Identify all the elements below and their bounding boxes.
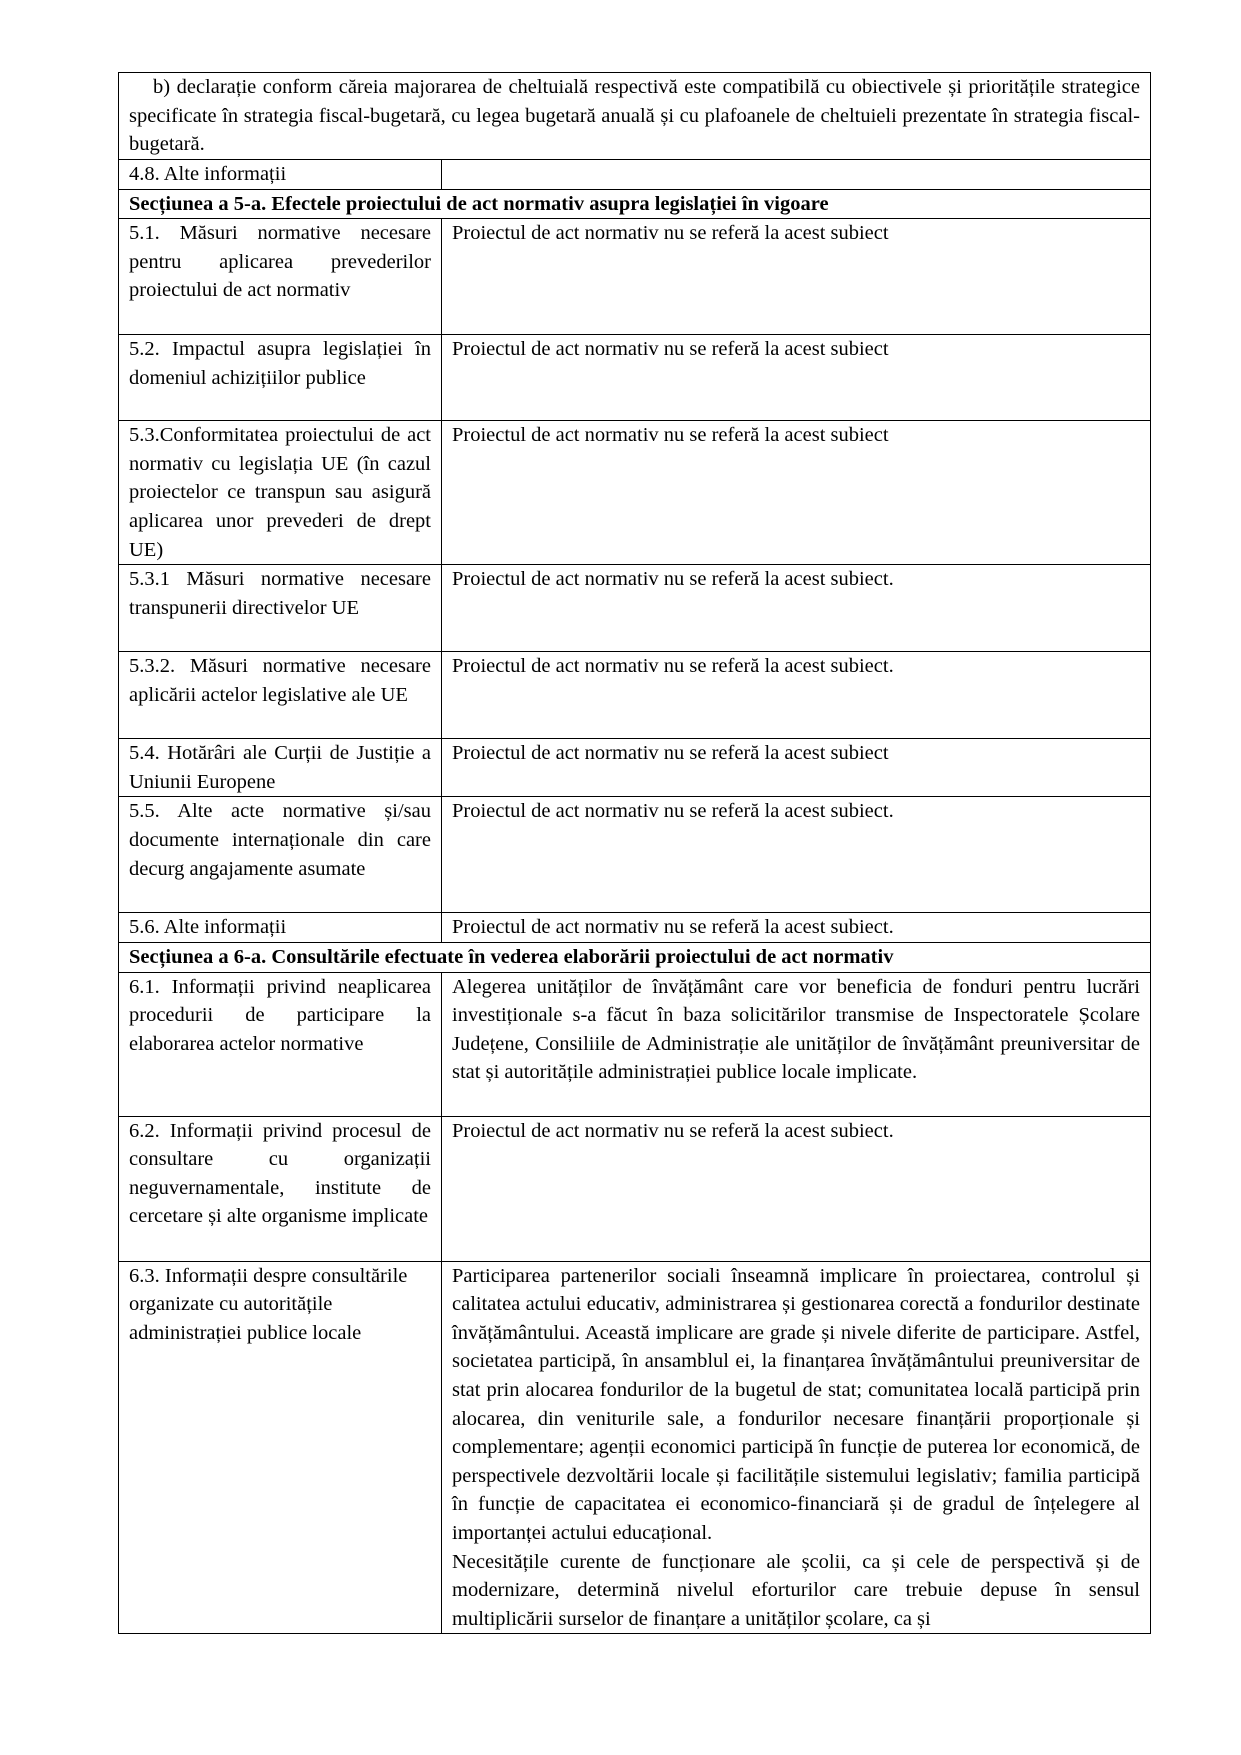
row-label: 4.8. Alte informații bbox=[119, 160, 442, 190]
section-6-header bbox=[119, 942, 1151, 972]
table-row-6-1 bbox=[119, 972, 1151, 1116]
section-5-header bbox=[119, 189, 1151, 219]
table-row-5-4 bbox=[119, 739, 1151, 797]
table-row-4-8 bbox=[119, 160, 1151, 190]
row-value: Proiectul de act normativ nu se referă la acest subiect bbox=[442, 421, 1151, 565]
row-label: 5.3.Conformitatea proiectului de act normativ cu legislația UE (în cazul proiectelor ce transpun sau asigură aplicarea unor prevederi de drept UE) bbox=[119, 421, 442, 565]
row-label: 5.3.1 Măsuri normative necesare transpunerii directivelor UE bbox=[119, 565, 442, 652]
table-row-5-3-1 bbox=[119, 565, 1151, 652]
intro-cell bbox=[119, 73, 1151, 160]
row-value: Proiectul de act normativ nu se referă la acest subiect bbox=[442, 739, 1151, 797]
row-value: Proiectul de act normativ nu se referă la acest subiect. bbox=[442, 913, 1151, 943]
row-label: 5.6. Alte informații bbox=[119, 913, 442, 943]
row-label: 6.1. Informații privind neaplicarea procedurii de participare la elaborarea actelor normative bbox=[119, 972, 442, 1116]
table-row-5-2 bbox=[119, 335, 1151, 421]
paragraph-2: Necesitățile curente de funcționare ale școlii, ca și cele de perspectivă și de modernizare, determină nivelul eforturilor care trebuie depuse în sensul multiplicării surselor de finanțare a unităților școlare, ca și bbox=[452, 1550, 1140, 1630]
row-label: 5.5. Alte acte normative și/sau documente internaționale din care decurg angajamente asumate bbox=[119, 797, 442, 913]
section-5-title: Secțiunea a 5-a. Efectele proiectului de act normativ asupra legislației în vigoare bbox=[119, 189, 1151, 219]
row-label: 5.1. Măsuri normative necesare pentru aplicarea prevederilor proiectului de act normativ bbox=[119, 219, 442, 335]
table-row-5-6 bbox=[119, 913, 1151, 943]
row-label: 5.2. Impactul asupra legislației în domeniul achizițiilor publice bbox=[119, 335, 442, 421]
document-page bbox=[118, 72, 1151, 1634]
table-row-6-2 bbox=[119, 1116, 1151, 1261]
impact-table bbox=[118, 72, 1151, 1634]
table-row-5-3 bbox=[119, 421, 1151, 565]
row-value bbox=[442, 160, 1151, 190]
row-label: 5.3.2. Măsuri normative necesare aplicării actelor legislative ale UE bbox=[119, 652, 442, 739]
row-label: 6.3. Informații despre consultările organizate cu autoritățile administrației publice locale bbox=[119, 1261, 442, 1634]
paragraph-1: Participarea partenerilor sociali înseamnă implicare în proiectarea, controlul și calitatea actului educativ, administrarea și gestionarea corectă a fondurilor destinate învățământului. Această implicare are grade și nivele diferite de participare. Astfel, societatea participă, în ansamblul ei, la finanțarea învățământului preuniversitar de stat prin alocarea fondurilor de la bugetul de stat; comunitatea locală participă prin alocarea, din veniturile sale, a fondurilor necesare finanțării proporționale și complementare; agenții economici participă în funcție de puterea lor economică, de perspectivele dezvoltării locale și facilitățile sistemului legislativ; familia participă în funcție de capacitatea ei economico-financiară și de gradul de înțelegere al importanței actului educațional. bbox=[452, 1264, 1140, 1544]
row-value: Proiectul de act normativ nu se referă la acest subiect. bbox=[442, 565, 1151, 652]
intro-row bbox=[119, 73, 1151, 160]
row-value: Proiectul de act normativ nu se referă la acest subiect bbox=[442, 219, 1151, 335]
intro-text: b) declarație conform căreia majorarea de cheltuială respectivă este compatibilă cu obiectivele și prioritățile strategice specificate în strategia fiscal-bugetară, cu legea bugetară anuală și cu plafoanele de cheltuieli prezentate în strategia fiscal-bugetară. bbox=[129, 76, 1140, 156]
row-value: Proiectul de act normativ nu se referă la acest subiect. bbox=[442, 1116, 1151, 1261]
row-label: 6.2. Informații privind procesul de consultare cu organizații neguvernamentale, institute de cercetare și alte organisme implicate bbox=[119, 1116, 442, 1261]
row-value: Alegerea unităților de învățământ care vor beneficia de fonduri pentru lucrări investiționale s-a făcut în baza solicitărilor transmise de Inspectoratele Școlare Județene, Consiliile de Administrație ale unităților de învățământ preuniversitar de stat și autoritățile administrației publice locale implicate. bbox=[442, 972, 1151, 1116]
table-row-5-1 bbox=[119, 219, 1151, 335]
row-value: Proiectul de act normativ nu se referă la acest subiect. bbox=[442, 797, 1151, 913]
section-6-title: Secțiunea a 6-a. Consultările efectuate în vederea elaborării proiectului de act normativ bbox=[119, 942, 1151, 972]
table-row-5-5 bbox=[119, 797, 1151, 913]
table-row-6-3 bbox=[119, 1261, 1151, 1634]
row-value: Proiectul de act normativ nu se referă la acest subiect. bbox=[442, 652, 1151, 739]
row-label: 5.4. Hotărâri ale Curții de Justiție a Uniunii Europene bbox=[119, 739, 442, 797]
row-value bbox=[442, 1261, 1151, 1634]
table-row-5-3-2 bbox=[119, 652, 1151, 739]
row-value: Proiectul de act normativ nu se referă la acest subiect bbox=[442, 335, 1151, 421]
